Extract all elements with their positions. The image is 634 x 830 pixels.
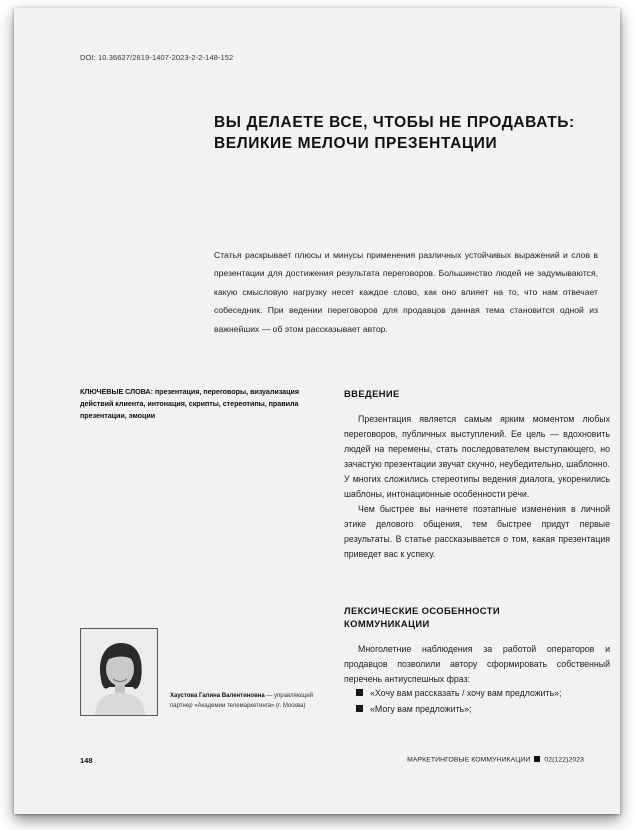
list-item: [356, 701, 612, 717]
article-title: [214, 112, 594, 154]
section-heading-lexical: [344, 604, 500, 630]
lexical-paragraph-1: Многолетние наблюдения за работой операторов и продавцов позволили автору сформировать собственный перечень антиуспешных фраз:: [344, 644, 610, 684]
section-heading-lexical-line-2: КОММУНИКАЦИИ: [344, 618, 430, 629]
author-caption: [170, 691, 330, 711]
article-abstract: Статья раскрывает плюсы и минусы применения различных устойчивых выражений и слов в презентации для достижения результата переговоров. Большинство людей не задумываются, какую смысловую нагрузку несет каждое слово, как оно влияет на то, что нам отвечает собеседник. При ведении переговоров для продавцов данная тема становится одной из важнейших — об этом рассказывает автор.: [214, 250, 598, 334]
journal-issue: 02(122)2023: [544, 756, 584, 764]
author-photo: [80, 628, 158, 716]
section-heading-intro: ВВЕДЕНИЕ: [344, 388, 400, 399]
square-separator-icon: [534, 756, 540, 762]
keywords-block: КЛЮЧЕВЫЕ СЛОВА: презентация, переговоры, визуализация действий клиента, интонация, скрипты, стереотипы, правила презентации, эмоции: [80, 387, 299, 420]
article-title-line-1: ВЫ ДЕЛАЕТЕ ВСЕ, ЧТОБЫ НЕ ПРОДАВАТЬ:: [214, 114, 575, 131]
journal-page: [14, 8, 620, 814]
intro-paragraph-1: Презентация является самым ярким моментом любых переговоров, публичных выступлений. Ее цель — вдохновить людей на перемены, стать последователем выступающего, но зачастую презентации звучат скучно, неубедительно, шаблонно. У многих сложились стереотипы ведения диалога, укоренились шаблоны, интонационные особенности речи.: [344, 414, 610, 499]
list-item-text: «Могу вам предложить»;: [370, 704, 472, 714]
lexical-body: [344, 642, 610, 687]
page-number: 148: [80, 756, 93, 765]
author-role: — управляющий партнер «Академии телемаркетинга» (г. Москва): [170, 693, 313, 709]
intro-body: [344, 412, 610, 562]
journal-footer: [407, 756, 584, 764]
list-item-text: «Хочу вам рассказать / хочу вам предложить»;: [370, 688, 562, 698]
section-heading-lexical-line-1: ЛЕКСИЧЕСКИЕ ОСОБЕННОСТИ: [344, 605, 501, 616]
journal-name: МАРКЕТИНГОВЫЕ КОММУНИКАЦИИ: [407, 756, 531, 764]
author-portrait-icon: [81, 629, 158, 716]
square-bullet-icon: [356, 705, 363, 712]
anti-phrase-list: [356, 685, 612, 717]
intro-paragraph-2: Чем быстрее вы начнете поэтапные изменения в личной этике делового общения, тем быстрее придут первые результаты. В статье рассказывается о том, какая презентация приведет вас к успеху.: [344, 504, 610, 559]
square-bullet-icon: [356, 689, 363, 696]
author-name: Хаустова Галина Валентиновна: [170, 693, 265, 699]
doi-line: DOI: 10.36627/2619-1407-2023-2-2-148-152: [80, 53, 234, 62]
article-title-line-2: ВЕЛИКИЕ МЕЛОЧИ ПРЕЗЕНТАЦИИ: [214, 135, 498, 152]
list-item: [356, 685, 612, 701]
